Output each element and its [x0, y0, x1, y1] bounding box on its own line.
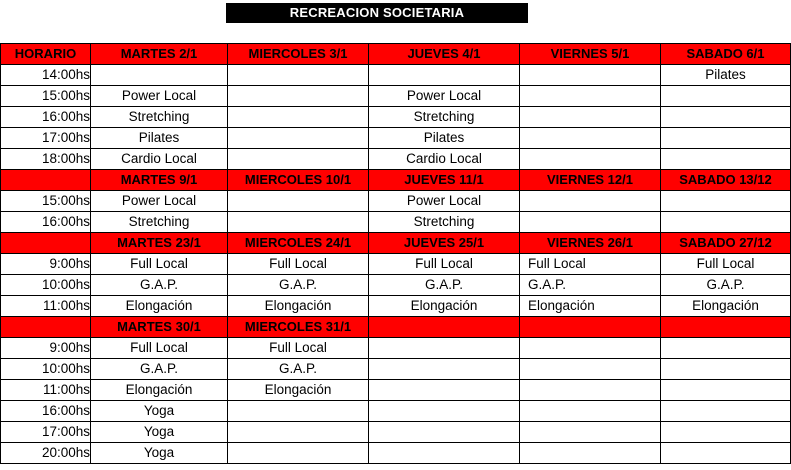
hour-cell: 18:00hs	[1, 149, 91, 170]
table-row	[1, 149, 791, 170]
hour-cell: 17:00hs	[1, 422, 91, 443]
activity-cell: Full Local	[91, 338, 228, 359]
table-row	[1, 401, 791, 422]
header-row	[1, 233, 791, 254]
header-cell-day: MARTES 2/1	[91, 44, 228, 65]
activity-cell: Stretching	[369, 107, 520, 128]
hour-cell: 17:00hs	[1, 128, 91, 149]
table-row	[1, 65, 791, 86]
table-row	[1, 191, 791, 212]
activity-cell	[228, 422, 369, 443]
activity-cell: Power Local	[369, 86, 520, 107]
table-row	[1, 107, 791, 128]
activity-cell: Stretching	[369, 212, 520, 233]
activity-cell: Full Local	[661, 254, 791, 275]
hour-cell: 16:00hs	[1, 212, 91, 233]
header-cell-horario	[1, 317, 91, 338]
header-cell-day: VIERNES 5/1	[520, 44, 661, 65]
activity-cell	[369, 65, 520, 86]
activity-cell	[369, 338, 520, 359]
sheet-title: RECREACION SOCIETARIA	[226, 3, 528, 23]
header-cell-day: JUEVES 11/1	[369, 170, 520, 191]
header-cell-day	[369, 317, 520, 338]
activity-cell: Full Local	[228, 254, 369, 275]
header-cell-day: MARTES 30/1	[91, 317, 228, 338]
table-row	[1, 86, 791, 107]
table-row	[1, 296, 791, 317]
header-cell-day: MARTES 9/1	[91, 170, 228, 191]
activity-cell	[661, 149, 791, 170]
activity-cell	[520, 443, 661, 464]
activity-cell	[228, 86, 369, 107]
activity-cell	[228, 149, 369, 170]
hour-cell: 15:00hs	[1, 86, 91, 107]
activity-cell	[661, 191, 791, 212]
table-row	[1, 443, 791, 464]
activity-cell: Yoga	[91, 422, 228, 443]
hour-cell: 10:00hs	[1, 275, 91, 296]
activity-cell	[661, 443, 791, 464]
table-row	[1, 422, 791, 443]
activity-cell	[228, 107, 369, 128]
activity-cell	[520, 338, 661, 359]
activity-cell: Full Local	[228, 338, 369, 359]
activity-cell: Stretching	[91, 107, 228, 128]
activity-cell: Power Local	[91, 86, 228, 107]
hour-cell: 11:00hs	[1, 380, 91, 401]
activity-cell	[520, 86, 661, 107]
header-cell-day: SABADO 13/12	[661, 170, 791, 191]
header-cell-day: MIERCOLES 3/1	[228, 44, 369, 65]
header-row	[1, 317, 791, 338]
activity-cell: Full Local	[369, 254, 520, 275]
activity-cell: Power Local	[91, 191, 228, 212]
activity-cell: G.A.P.	[661, 275, 791, 296]
activity-cell	[661, 380, 791, 401]
header-cell-day: MIERCOLES 31/1	[228, 317, 369, 338]
table-row	[1, 338, 791, 359]
activity-cell: Elongación	[228, 380, 369, 401]
header-cell-day: MIERCOLES 24/1	[228, 233, 369, 254]
activity-cell	[520, 380, 661, 401]
activity-cell	[228, 212, 369, 233]
hour-cell: 9:00hs	[1, 338, 91, 359]
activity-cell: Pilates	[91, 128, 228, 149]
activity-cell: G.A.P.	[228, 359, 369, 380]
activity-cell: Full Local	[520, 254, 661, 275]
hour-cell: 16:00hs	[1, 401, 91, 422]
activity-cell: G.A.P.	[91, 359, 228, 380]
activity-cell: Elongación	[369, 296, 520, 317]
header-row	[1, 44, 791, 65]
header-cell-day: JUEVES 4/1	[369, 44, 520, 65]
activity-cell	[369, 443, 520, 464]
activity-cell	[661, 128, 791, 149]
activity-cell	[661, 212, 791, 233]
activity-cell: Yoga	[91, 443, 228, 464]
hour-cell: 10:00hs	[1, 359, 91, 380]
activity-cell	[661, 107, 791, 128]
header-cell-day: VIERNES 26/1	[520, 233, 661, 254]
activity-cell	[228, 443, 369, 464]
table-row	[1, 254, 791, 275]
activity-cell	[520, 107, 661, 128]
activity-cell	[520, 149, 661, 170]
table-row	[1, 275, 791, 296]
activity-cell: Elongación	[91, 380, 228, 401]
activity-cell	[520, 191, 661, 212]
hour-cell: 9:00hs	[1, 254, 91, 275]
activity-cell: Full Local	[91, 254, 228, 275]
hour-cell: 16:00hs	[1, 107, 91, 128]
activity-cell: Stretching	[91, 212, 228, 233]
activity-cell: Elongación	[520, 296, 661, 317]
activity-cell: G.A.P.	[520, 275, 661, 296]
header-cell-day	[661, 317, 791, 338]
activity-cell: Pilates	[369, 128, 520, 149]
activity-cell	[228, 191, 369, 212]
hour-cell: 11:00hs	[1, 296, 91, 317]
activity-cell	[520, 212, 661, 233]
activity-cell	[661, 359, 791, 380]
header-cell-horario	[1, 170, 91, 191]
activity-cell	[520, 359, 661, 380]
header-cell-horario: HORARIO	[1, 44, 91, 65]
activity-cell	[369, 422, 520, 443]
header-cell-day: MARTES 23/1	[91, 233, 228, 254]
table-row	[1, 359, 791, 380]
header-row	[1, 170, 791, 191]
activity-cell: Elongación	[91, 296, 228, 317]
activity-cell: Cardio Local	[91, 149, 228, 170]
activity-cell	[520, 128, 661, 149]
hour-cell: 14:00hs	[1, 65, 91, 86]
activity-cell	[369, 401, 520, 422]
activity-cell	[661, 338, 791, 359]
activity-cell	[228, 65, 369, 86]
activity-cell	[91, 65, 228, 86]
header-cell-day: MIERCOLES 10/1	[228, 170, 369, 191]
header-cell-day	[520, 317, 661, 338]
activity-cell: G.A.P.	[91, 275, 228, 296]
activity-cell	[661, 86, 791, 107]
activity-cell	[228, 401, 369, 422]
activity-cell: Elongación	[661, 296, 791, 317]
activity-cell	[520, 422, 661, 443]
header-cell-day: JUEVES 25/1	[369, 233, 520, 254]
hour-cell: 20:00hs	[1, 443, 91, 464]
activity-cell	[661, 401, 791, 422]
activity-cell: Cardio Local	[369, 149, 520, 170]
header-cell-day: VIERNES 12/1	[520, 170, 661, 191]
activity-cell: Elongación	[228, 296, 369, 317]
header-cell-horario	[1, 233, 91, 254]
hour-cell: 15:00hs	[1, 191, 91, 212]
activity-cell: Pilates	[661, 65, 791, 86]
table-row	[1, 128, 791, 149]
table-row	[1, 380, 791, 401]
activity-cell: Yoga	[91, 401, 228, 422]
activity-cell	[369, 380, 520, 401]
table-row	[1, 212, 791, 233]
schedule-table	[0, 43, 791, 464]
activity-cell	[520, 401, 661, 422]
activity-cell: G.A.P.	[369, 275, 520, 296]
activity-cell	[369, 359, 520, 380]
activity-cell: G.A.P.	[228, 275, 369, 296]
header-cell-day: SABADO 27/12	[661, 233, 791, 254]
activity-cell: Power Local	[369, 191, 520, 212]
header-cell-day: SABADO 6/1	[661, 44, 791, 65]
activity-cell	[661, 422, 791, 443]
activity-cell	[228, 128, 369, 149]
activity-cell	[520, 65, 661, 86]
